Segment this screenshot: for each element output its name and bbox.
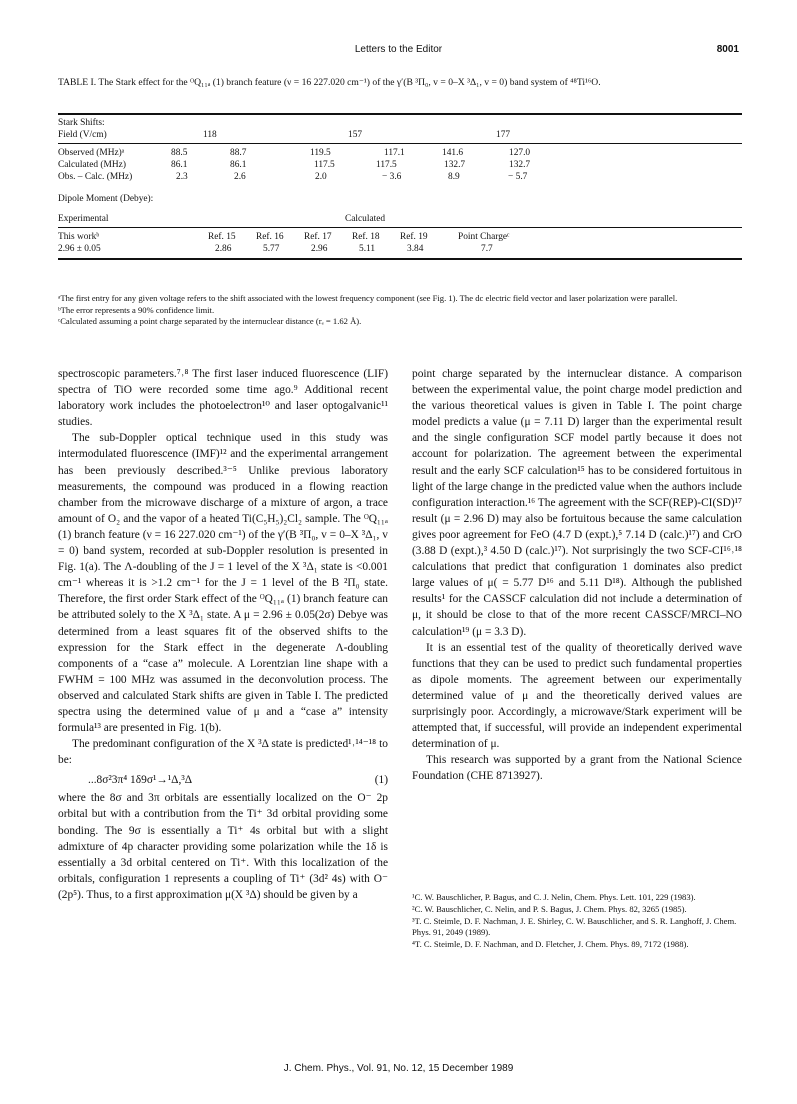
running-title: Letters to the Editor [354,44,443,55]
equation-number: (1) [374,774,388,787]
equation-expression: ...8σ²3π⁴ 1δ9σ¹→¹Δ,³Δ [88,774,193,787]
observed-cell: 127.0 [509,148,531,158]
references [412,892,742,950]
acknowledgment: This research was supported by a grant from the National Science Foundation (CHE 8713927). [412,754,742,783]
ref-value: 2.96 [311,244,328,254]
paragraph: The predominant configuration of the X ³Δ state is predicted¹˒¹⁴⁻¹⁸ to be: [58,738,388,767]
diff-cell: 8.9 [448,172,460,182]
calculated-cell: 86.1 [230,160,247,170]
field-label: Field (V/cm) [58,130,107,140]
diff-cell: 2.3 [176,172,188,182]
diff-cell: − 5.7 [508,172,528,182]
stark-table [58,113,742,260]
this-work-label: This workᵇ [58,232,100,242]
calculated-cell: 132.7 [509,160,531,170]
paragraph: where the 8σ and 3π orbitals are essentially localized on the O⁻ 2p orbital but with a contribution from the Ti⁺ 3d orbital providing some bonding. The 9σ is essentially a Ti⁺ 4s orbital but with a slight admixture of 4p character providing some polarization while the 1δ is essentially a 3d orbital centered on Ti⁺. With this localization of the orbitals, configuration 1 represents a coupling of Ti⁺ (3d² 4s) with O⁻ (2p⁵). Thus, to a first approximation μ(X ³Δ) should be given by a [58,792,388,901]
paragraph: The sub-Doppler optical technique used in this study was intermodulated fluorescence (IMF)¹² and the experimental arrangement has been previously described.³⁻⁵ Unlike previous laboratory measurements, the compound was produced in a flowing reaction chamber from the microwave discharge of a mixture of argon, a trace amount of O₂ and the vapor of a heated Ti(C₅H₅)₂Cl₂ sample. The ᴼQ₁₁ₐ (1) branch feature (ν = 16 227.020 cm⁻¹) of the γ′(B ³Π₀, v = 0–X ³Δ₁, v = 0) band system, recorded at sub-Doppler resolution is presented in Fig. 1(a). The Λ-doubling of the J = 1 level of the X ³Δ₁ state is <0.001 cm⁻¹ whereas it is >1.2 cm⁻¹ for the J = 1 level of the B ²Π₀ state. Therefore, the first order Stark effect of the ᴼQ₁₁ₐ (1) branch feature can be attributed solely to the X ³Δ₁ state. A μ = 2.96 ± 0.05(2σ) Debye was determined from a least squares fit of the observed shifts to the expression for the Stark effect in the degenerate Λ-doubling components of a “case a” molecule. A Lorentzian line shape with a FWHM = 100 MHz was assumed in the deconvolution process. The observed and calculated Stark shifts are given in Table I. The predicted spectra using the determined value of μ and a “case a” intensity formula¹³ are presented in Fig. 1(b). [58,432,388,735]
calculated-cell: 117.5 [376,160,397,170]
right-column [412,366,742,784]
observed-cell: 117.1 [384,148,405,158]
left-column [58,366,388,903]
running-head [0,44,797,60]
footnote: ᵇThe error represents a 90% confidence limit. [58,304,215,315]
calculated-cell: 132.7 [444,160,466,170]
journal-footer: J. Chem. Phys., Vol. 91, No. 12, 15 December 1989 [283,1063,514,1074]
diff-cell: 2.0 [315,172,327,182]
field-value: 118 [203,130,217,140]
table-caption: TABLE I. The Stark effect for the ᴼQ₁₁ₐ (1) branch feature (ν = 16 227.020 cm⁻¹) of the γ′(B ³Π₀, v = 0–X ³Δ₁, v = 0) band system of ⁴⁸Ti¹⁶O. [58,77,601,88]
observed-cell: 141.6 [442,148,464,158]
reference-item: ³T. C. Steimle, D. F. Nachman, J. E. Shirley, C. W. Bauschlicher, and S. R. Langhoff, J. Chem. Phys. 91, 2049 (1989). [412,915,737,937]
stark-label: Stark Shifts: [58,118,105,128]
dipole-label: Dipole Moment (Debye): [58,194,154,204]
observed-cell: 119.5 [310,148,331,158]
ref-value: 3.84 [407,244,424,254]
page-number: 8001 [716,44,739,55]
observed-cell: 88.5 [171,148,188,158]
ref-value: 2.86 [215,244,232,254]
ref-value: 5.77 [263,244,280,254]
field-value: 177 [496,130,511,140]
ref-head: Ref. 15 [208,232,236,242]
calculated-cell: 86.1 [171,160,188,170]
footnote: ᶜCalculated assuming a point charge separated by the internuclear distance (rₑ = 1.62 Å). [58,316,362,327]
ref-head: Ref. 16 [256,232,284,242]
diff-cell: − 3.6 [382,172,402,182]
equation [58,772,388,788]
ref-head: Ref. 17 [304,232,332,242]
reference-item: ⁴T. C. Steimle, D. F. Nachman, and D. Fletcher, J. Chem. Phys. 89, 7172 (1988). [412,938,689,949]
ref-head: Point Chargeᶜ [458,232,510,242]
paragraph: spectroscopic parameters.⁷˒⁸ The first laser induced fluorescence (LIF) spectra of TiO were recorded some time ago.⁹ Additional recent laboratory work includes the photoelectron¹⁰ and laser optogalvanic¹¹ studies. [58,368,388,429]
diff-label: Obs. – Calc. (MHz) [58,172,133,182]
calculated-head: Calculated [345,214,386,224]
calculated-label: Calculated (MHz) [58,160,126,170]
table-footnotes [58,293,742,328]
paragraph: point charge separated by the internuclear distance. A comparison between the experimental value, the point charge model prediction and the various theoretical values is given in Table I. The point charge model predicts a value (μ = 7.11 D) larger than the experimental result and the single configuration SCF model partly because it does not account for polarization. The agreement between the experimental result and the early SCF calculation¹⁵ has to be considered fortuitous in light of the large change in the predicted value when the authors include configuration interaction.¹⁶ The agreement with the SCF(REP)-CI(SD)¹⁷ result (μ = 2.96 D) may also be fortuitous because the same calculation gives poor agreement for FeO (4.7 D (expt.),⁵ 7.14 D (calc.)¹⁷) and CrO (3.88 D (expt.),³ 4.50 D (calc.)¹⁷). Not surprisingly the two SCF-CI¹⁶˒¹⁸ calculations that predict that configuration 1 dominates also predict large values of μ( = 5.77 D¹⁶ and 5.11 D¹⁸). Although the published results¹ for the CASSCF calculation did not include a determination of μ, it should be close to that of the more recent CASSCF/MRCI–NO calculation¹⁹ (μ = 3.3 D). [412,368,742,638]
observed-cell: 88.7 [230,148,247,158]
field-value: 157 [348,130,363,140]
reference-item: ¹C. W. Bauschlicher, P. Bagus, and C. J. Nelin, Chem. Phys. Lett. 101, 229 (1983). [412,892,696,902]
this-work-value: 2.96 ± 0.05 [58,244,101,254]
observed-label: Observed (MHz)ᵃ [58,148,125,158]
ref-value: 5.11 [359,244,376,254]
ref-value: 7.7 [481,244,493,254]
ref-head: Ref. 19 [400,232,428,242]
paragraph: It is an essential test of the quality of theoretically derived wave functions that they can be used to predict such fundamental properties as dipole moments. The agreement between our experimentally determined value of μ and the theoretically derived values are surprisingly poor. Accordingly, a microwave/Stark experiment will be attempted that, if successful, will provide an independent experimental determination of μ. [412,641,742,751]
footnote: ᵃThe first entry for any given voltage refers to the shift associated with the lowest frequency component (see Fig. 1). The dc electric field vector and laser polarization were parallel. [58,293,678,303]
diff-cell: 2.6 [234,172,246,182]
ref-head: Ref. 18 [352,232,380,242]
reference-item: ²C. W. Bauschlicher, C. Nelin, and P. S. Bagus, J. Chem. Phys. 82, 3265 (1985). [412,903,687,914]
experimental-label: Experimental [58,214,109,224]
calculated-cell: 117.5 [314,160,335,170]
